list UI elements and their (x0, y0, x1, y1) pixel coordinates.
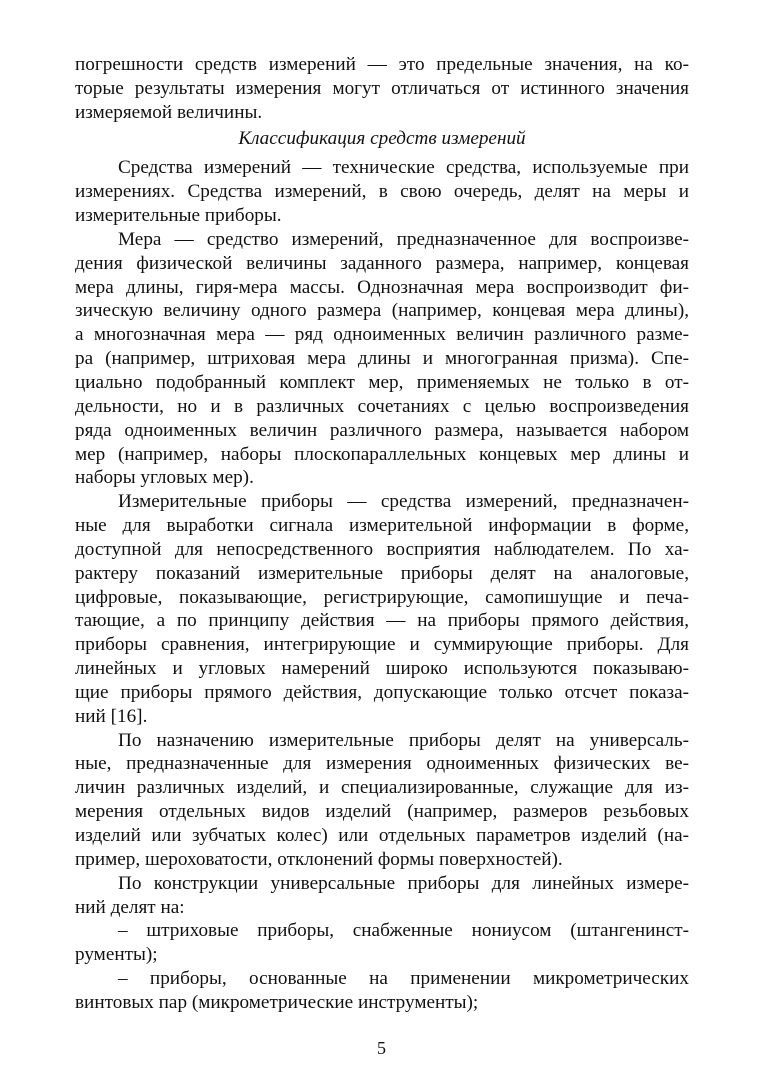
list-item (75, 967, 689, 1015)
text-line: цифровые, показывающие, регистрирующие, самопишущие и печа- (75, 586, 689, 608)
intro-paragraph (75, 53, 689, 125)
text-line: наборы угловых мер). (75, 467, 254, 489)
text-line: мер (например, наборы плоскопараллельных концевых мер длины и (75, 443, 689, 465)
text-line: Мера — средство измерений, предназначенное для воспроизве- (118, 228, 689, 250)
text-line: щие приборы прямого действия, допускающие только отсчет показа- (75, 681, 689, 703)
text-line: дения физической величины заданного размера, например, концевая (75, 252, 689, 274)
text-line: изделий или зубчатых колес) или отдельных параметров изделий (на- (75, 825, 689, 846)
paragraph-5 (75, 872, 689, 920)
text-line: измерительные приборы. (75, 205, 282, 227)
paragraph-1 (75, 156, 689, 228)
text-line: а многозначная мера — ряд одноименных величин различного разме- (75, 324, 689, 346)
text-line: пример, шероховатости, отклонений формы поверхностей). (75, 848, 563, 870)
text-line: рументы); (75, 944, 158, 966)
text-line: ний делят на: (75, 896, 185, 918)
text-line: торые результаты измерения могут отличаться от истинного значения (75, 77, 689, 99)
text-line: ряда одноименных величин различного размера, называется набором (75, 419, 689, 441)
list-item (75, 919, 689, 967)
page-body (75, 53, 689, 1015)
text-line: ные, предназначенные для измерения одноименных физических ве- (75, 753, 689, 775)
text-line: дельности, но и в различных сочетаниях с целью воспроизведения (75, 395, 689, 417)
text-line: линейных и угловых намерений широко используются показываю- (75, 658, 689, 680)
text-line: мера длины, гиря-мера массы. Однозначная мера воспроизводит фи- (75, 276, 689, 298)
text-line: зическую величину одного размера (например, концевая мера длины), (75, 300, 689, 322)
text-line: погрешности средств измерений — это предельные значения, на ко- (75, 54, 689, 75)
text-line: Измерительные приборы — средства измерений, предназначен- (118, 491, 689, 513)
text-line: ные для выработки сигнала измерительной информации в форме, (75, 515, 689, 537)
text-line: приборы сравнения, интегрирующие и суммирующие приборы. Для (75, 634, 689, 656)
page-number: 5 (377, 1038, 386, 1058)
text-line: По конструкции универсальные приборы для линейных измере- (118, 872, 689, 894)
paragraph-2 (75, 228, 689, 490)
text-line: – штриховые приборы, снабженные нониусом (штангенинст- (118, 920, 689, 942)
text-line: ра (например, штриховая мера длины и многогранная призма). Спе- (75, 348, 689, 370)
paragraph-3 (75, 490, 689, 728)
bullet-list (75, 919, 689, 1014)
text-line: циально подобранный комплект мер, применяемых не только в от- (75, 371, 689, 393)
text-line: измерениях. Средства измерений, в свою очередь, делят на меры и (75, 181, 689, 203)
text-line: тающие, а по принципу действия — на приборы прямого действия, (75, 610, 689, 632)
text-line: ний [16]. (75, 705, 148, 727)
text-line: измеряемой величины. (75, 101, 263, 123)
text-line: рактеру показаний измерительные приборы делят на аналоговые, (75, 562, 689, 584)
text-line: доступной для непосредственного восприятия наблюдателем. По ха- (75, 538, 689, 560)
text-line: личин различных изделий, и специализированные, служащие для из- (75, 777, 689, 799)
text-line: Средства измерений — технические средства, используемые при (118, 157, 689, 179)
paragraph-4 (75, 729, 689, 872)
text-line: – приборы, основанные на применении микрометрических (118, 968, 689, 990)
text-line: По назначению измерительные приборы делят на универсаль- (118, 729, 689, 751)
section-heading: Классификация средств измерений (238, 127, 526, 149)
text-line: винтовых пар (микрометрические инструменты); (75, 991, 479, 1013)
text-line: мерения отдельных видов изделий (например, размеров резьбовых (75, 801, 689, 823)
